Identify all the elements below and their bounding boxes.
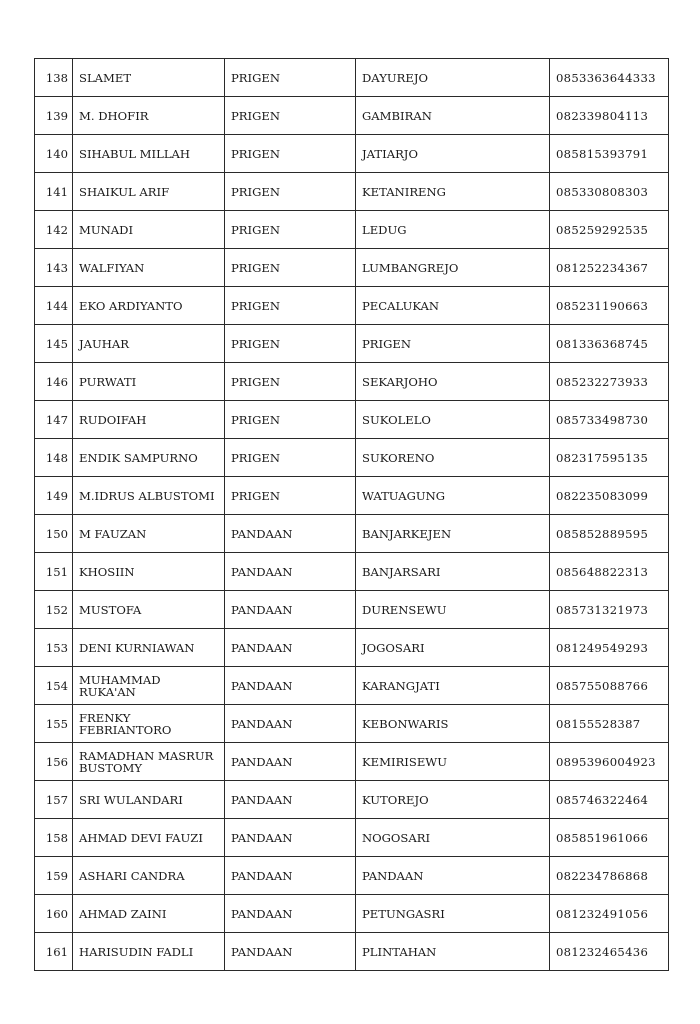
- row-number: 150: [35, 515, 73, 553]
- district-name: PRIGEN: [225, 173, 356, 211]
- row-number: 156: [35, 743, 73, 781]
- district-name: PANDAAN: [225, 819, 356, 857]
- table-row: [35, 667, 669, 705]
- table-body: [35, 59, 669, 971]
- row-number: 142: [35, 211, 73, 249]
- table-row: [35, 819, 669, 857]
- table-row: [35, 857, 669, 895]
- person-name: M FAUZAN: [73, 515, 225, 553]
- data-table: [34, 58, 669, 971]
- row-number: 154: [35, 667, 73, 705]
- person-name: PURWATI: [73, 363, 225, 401]
- row-number: 161: [35, 933, 73, 971]
- person-name: FRENKY FEBRIANTORO: [73, 705, 225, 743]
- table-row: [35, 515, 669, 553]
- district-name: PANDAAN: [225, 553, 356, 591]
- district-name: PRIGEN: [225, 401, 356, 439]
- person-name: AHMAD DEVI FAUZI: [73, 819, 225, 857]
- row-number: 155: [35, 705, 73, 743]
- village-name: GAMBIRAN: [356, 97, 550, 135]
- district-name: PANDAAN: [225, 667, 356, 705]
- table-row: [35, 135, 669, 173]
- person-name: DENI KURNIAWAN: [73, 629, 225, 667]
- table-row: [35, 629, 669, 667]
- village-name: KEBONWARIS: [356, 705, 550, 743]
- phone-number: 085815393791: [550, 135, 669, 173]
- village-name: JOGOSARI: [356, 629, 550, 667]
- table-row: [35, 477, 669, 515]
- person-name: ENDIK SAMPURNO: [73, 439, 225, 477]
- person-name: EKO ARDIYANTO: [73, 287, 225, 325]
- person-name: RUDOIFAH: [73, 401, 225, 439]
- person-name: ASHARI CANDRA: [73, 857, 225, 895]
- person-name: SRI WULANDARI: [73, 781, 225, 819]
- table-row: [35, 591, 669, 629]
- phone-number: 085733498730: [550, 401, 669, 439]
- phone-number: 0853363644333: [550, 59, 669, 97]
- district-name: PRIGEN: [225, 59, 356, 97]
- person-name: MUSTOFA: [73, 591, 225, 629]
- person-name: SLAMET: [73, 59, 225, 97]
- district-name: PANDAAN: [225, 629, 356, 667]
- district-name: PRIGEN: [225, 249, 356, 287]
- district-name: PANDAAN: [225, 857, 356, 895]
- row-number: 152: [35, 591, 73, 629]
- village-name: LEDUG: [356, 211, 550, 249]
- person-name: WALFIYAN: [73, 249, 225, 287]
- phone-number: 085851961066: [550, 819, 669, 857]
- phone-number: 081252234367: [550, 249, 669, 287]
- village-name: KEMIRISEWU: [356, 743, 550, 781]
- district-name: PANDAAN: [225, 705, 356, 743]
- village-name: KUTOREJO: [356, 781, 550, 819]
- phone-number: 082234786868: [550, 857, 669, 895]
- phone-number: 085852889595: [550, 515, 669, 553]
- district-name: PANDAAN: [225, 743, 356, 781]
- village-name: NOGOSARI: [356, 819, 550, 857]
- person-name: SHAIKUL ARIF: [73, 173, 225, 211]
- table-row: [35, 59, 669, 97]
- table-row: [35, 97, 669, 135]
- phone-number: 081232491056: [550, 895, 669, 933]
- district-name: PANDAAN: [225, 781, 356, 819]
- person-name: MUNADI: [73, 211, 225, 249]
- village-name: DURENSEWU: [356, 591, 550, 629]
- table-row: [35, 553, 669, 591]
- phone-number: 085648822313: [550, 553, 669, 591]
- row-number: 158: [35, 819, 73, 857]
- phone-number: 082339804113: [550, 97, 669, 135]
- person-name: M. DHOFIR: [73, 97, 225, 135]
- table-row: [35, 173, 669, 211]
- district-name: PRIGEN: [225, 363, 356, 401]
- table-row: [35, 705, 669, 743]
- phone-number: 082317595135: [550, 439, 669, 477]
- phone-number: 081249549293: [550, 629, 669, 667]
- table-row: [35, 363, 669, 401]
- row-number: 149: [35, 477, 73, 515]
- table-row: [35, 211, 669, 249]
- row-number: 153: [35, 629, 73, 667]
- phone-number: 0895396004923: [550, 743, 669, 781]
- table-row: [35, 895, 669, 933]
- village-name: LUMBANGREJO: [356, 249, 550, 287]
- village-name: PETUNGASRI: [356, 895, 550, 933]
- village-name: PANDAAN: [356, 857, 550, 895]
- row-number: 151: [35, 553, 73, 591]
- village-name: JATIARJO: [356, 135, 550, 173]
- village-name: WATUAGUNG: [356, 477, 550, 515]
- village-name: PECALUKAN: [356, 287, 550, 325]
- village-name: SUKOLELO: [356, 401, 550, 439]
- village-name: SEKARJOHO: [356, 363, 550, 401]
- district-name: PRIGEN: [225, 135, 356, 173]
- village-name: KETANIRENG: [356, 173, 550, 211]
- person-name: JAUHAR: [73, 325, 225, 363]
- phone-number: 085232273933: [550, 363, 669, 401]
- phone-number: 085259292535: [550, 211, 669, 249]
- document-page: [34, 58, 668, 971]
- person-name: HARISUDIN FADLI: [73, 933, 225, 971]
- district-name: PANDAAN: [225, 933, 356, 971]
- table-row: [35, 287, 669, 325]
- row-number: 146: [35, 363, 73, 401]
- row-number: 138: [35, 59, 73, 97]
- row-number: 141: [35, 173, 73, 211]
- phone-number: 085755088766: [550, 667, 669, 705]
- row-number: 148: [35, 439, 73, 477]
- table-row: [35, 743, 669, 781]
- person-name: SIHABUL MILLAH: [73, 135, 225, 173]
- row-number: 140: [35, 135, 73, 173]
- person-name: AHMAD ZAINI: [73, 895, 225, 933]
- row-number: 147: [35, 401, 73, 439]
- village-name: KARANGJATI: [356, 667, 550, 705]
- village-name: PRIGEN: [356, 325, 550, 363]
- row-number: 157: [35, 781, 73, 819]
- village-name: BANJARSARI: [356, 553, 550, 591]
- village-name: PLINTAHAN: [356, 933, 550, 971]
- person-name: KHOSIIN: [73, 553, 225, 591]
- phone-number: 082235083099: [550, 477, 669, 515]
- district-name: PRIGEN: [225, 97, 356, 135]
- phone-number: 081336368745: [550, 325, 669, 363]
- row-number: 159: [35, 857, 73, 895]
- phone-number: 081232465436: [550, 933, 669, 971]
- district-name: PRIGEN: [225, 439, 356, 477]
- person-name: MUHAMMAD RUKA'AN: [73, 667, 225, 705]
- table-row: [35, 325, 669, 363]
- district-name: PRIGEN: [225, 287, 356, 325]
- table-row: [35, 781, 669, 819]
- row-number: 145: [35, 325, 73, 363]
- person-name: RAMADHAN MASRUR BUSTOMY: [73, 743, 225, 781]
- person-name: M.IDRUS ALBUSTOMI: [73, 477, 225, 515]
- table-row: [35, 439, 669, 477]
- table-row: [35, 933, 669, 971]
- phone-number: 085231190663: [550, 287, 669, 325]
- district-name: PANDAAN: [225, 515, 356, 553]
- district-name: PRIGEN: [225, 325, 356, 363]
- row-number: 144: [35, 287, 73, 325]
- row-number: 143: [35, 249, 73, 287]
- phone-number: 085746322464: [550, 781, 669, 819]
- row-number: 139: [35, 97, 73, 135]
- district-name: PRIGEN: [225, 211, 356, 249]
- phone-number: 08155528387: [550, 705, 669, 743]
- village-name: DAYUREJO: [356, 59, 550, 97]
- table-row: [35, 249, 669, 287]
- row-number: 160: [35, 895, 73, 933]
- phone-number: 085330808303: [550, 173, 669, 211]
- phone-number: 085731321973: [550, 591, 669, 629]
- district-name: PANDAAN: [225, 895, 356, 933]
- district-name: PRIGEN: [225, 477, 356, 515]
- table-row: [35, 401, 669, 439]
- village-name: BANJARKEJEN: [356, 515, 550, 553]
- village-name: SUKORENO: [356, 439, 550, 477]
- district-name: PANDAAN: [225, 591, 356, 629]
